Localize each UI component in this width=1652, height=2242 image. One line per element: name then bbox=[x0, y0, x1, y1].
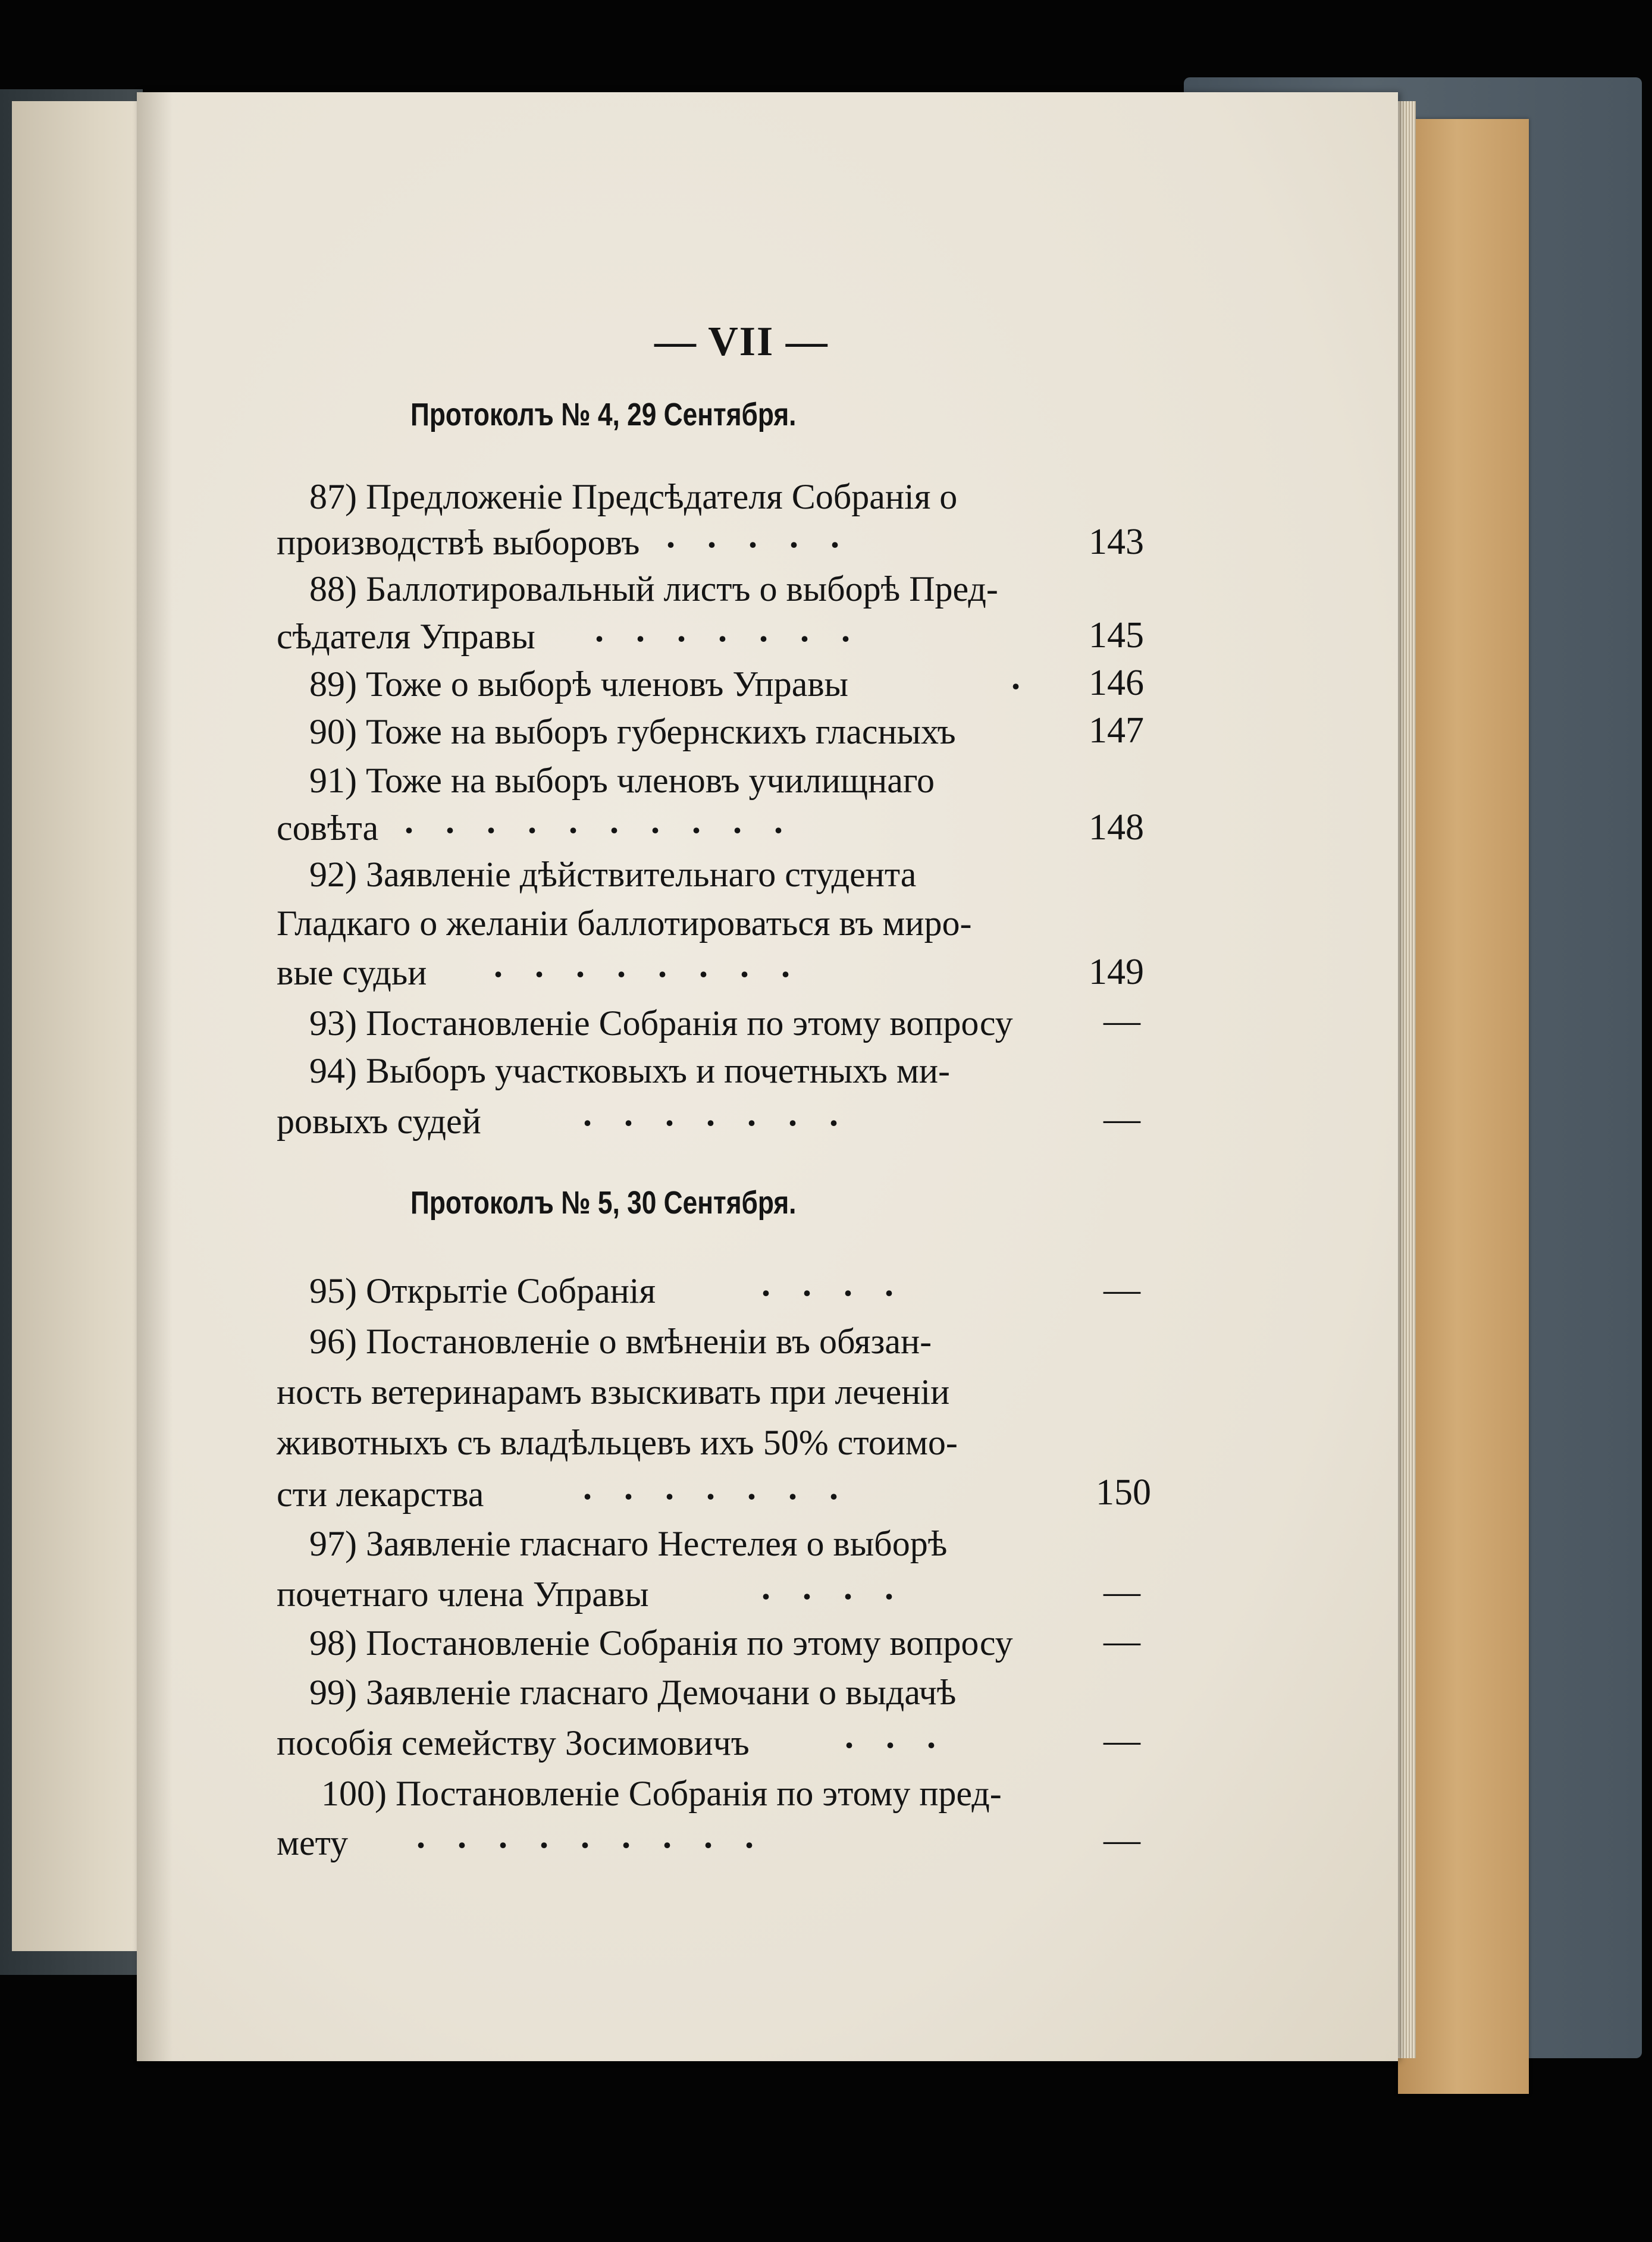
entry-line: вые судьи bbox=[277, 953, 427, 992]
facing-page-edge bbox=[12, 101, 152, 1951]
leader-dots: ... bbox=[845, 1716, 968, 1755]
entry-line: ность ветеринарамъ взыскивать при леченіи bbox=[277, 1372, 950, 1412]
entry-page: — bbox=[1104, 1820, 1140, 1860]
entry-line: 95) Открытіе Собранія bbox=[309, 1271, 656, 1310]
leader-dots: ......... bbox=[416, 1816, 786, 1855]
entry-line: животныхъ съ владѣльцевъ ихъ 50% стоимо- bbox=[277, 1423, 958, 1462]
page-number: — VII — bbox=[654, 319, 829, 365]
entry-line: совѣта bbox=[277, 808, 379, 848]
entry-page: 149 bbox=[1089, 952, 1144, 992]
entry-line: 87) Предложеніе Предсѣдателя Собранія о bbox=[309, 477, 958, 516]
entry-line: 89) Тоже о выборѣ членовъ Управы bbox=[309, 664, 848, 704]
entry-line: 100) Постановленіе Собранія по этому пред- bbox=[321, 1774, 1002, 1813]
entry-line: мету bbox=[277, 1823, 349, 1862]
leader-dots: .... bbox=[761, 1264, 926, 1303]
entry-line: производствѣ выборовъ bbox=[277, 523, 640, 562]
entry-line: 94) Выборъ участковыхъ и почетныхъ ми- bbox=[309, 1051, 950, 1090]
entry-page: 145 bbox=[1089, 615, 1144, 656]
entry-line: пособія семейству Зосимовичъ bbox=[277, 1723, 750, 1763]
entry-page: 143 bbox=[1089, 522, 1144, 562]
entry-line: сти лекарства bbox=[277, 1475, 484, 1514]
entry-line: 97) Заявленіе гласнаго Нестелея о выборѣ bbox=[309, 1524, 948, 1563]
entry-page: — bbox=[1104, 1621, 1140, 1661]
entry-page: 150 bbox=[1096, 1472, 1151, 1513]
leader-dots: .......... bbox=[405, 801, 815, 841]
leader-dots: ....... bbox=[583, 1094, 870, 1133]
entry-line: сѣдателя Управы bbox=[277, 617, 535, 656]
entry-line: 99) Заявленіе гласнаго Демочани о выдачѣ bbox=[309, 1673, 957, 1712]
leader-dots: ..... bbox=[666, 516, 872, 555]
leader-dots: ....... bbox=[583, 1468, 870, 1507]
leader-dots: ........ bbox=[494, 945, 822, 984]
entry-line: 88) Баллотировальный листъ о выборѣ Пред- bbox=[309, 569, 998, 609]
entry-line: 96) Постановленіе о вмѣненіи въ обязан- bbox=[309, 1322, 932, 1361]
entry-page: — bbox=[1104, 1099, 1140, 1139]
entry-page: — bbox=[1104, 1001, 1140, 1041]
entry-line: 98) Постановленіе Собранія по этому вопросу bbox=[309, 1623, 1013, 1663]
entry-page: 146 bbox=[1089, 663, 1144, 703]
entry-page: 148 bbox=[1089, 807, 1144, 848]
entry-line: 93) Постановленіе Собранія по этому вопросу bbox=[309, 1004, 1013, 1043]
entry-page: — bbox=[1104, 1269, 1140, 1310]
entry-page: 147 bbox=[1089, 710, 1144, 751]
entry-line: почетнаго члена Управы bbox=[277, 1575, 649, 1614]
endpaper bbox=[1398, 119, 1529, 2094]
section-heading-protocol-4: Протоколъ № 4, 29 Сентября. bbox=[410, 397, 797, 432]
entry-line: Гладкаго о желаніи баллотироваться въ миро- bbox=[277, 904, 972, 943]
section-heading-protocol-5: Протоколъ № 5, 30 Сентября. bbox=[410, 1185, 797, 1221]
leader-dots: .... bbox=[761, 1567, 926, 1607]
leader-dots: ....... bbox=[595, 610, 882, 649]
page-gutter-shadow bbox=[137, 92, 173, 2061]
entry-page: — bbox=[1104, 1720, 1140, 1761]
entry-line: ровыхъ судей bbox=[277, 1102, 481, 1141]
leader-dots: . bbox=[1011, 657, 1052, 697]
entry-line: 92) Заявленіе дѣйствительнаго студента bbox=[309, 855, 917, 894]
entry-line: 90) Тоже на выборъ губернскихъ гласныхъ bbox=[309, 712, 956, 751]
entry-page: — bbox=[1104, 1572, 1140, 1612]
entry-line: 91) Тоже на выборъ членовъ училищнаго bbox=[309, 761, 935, 800]
